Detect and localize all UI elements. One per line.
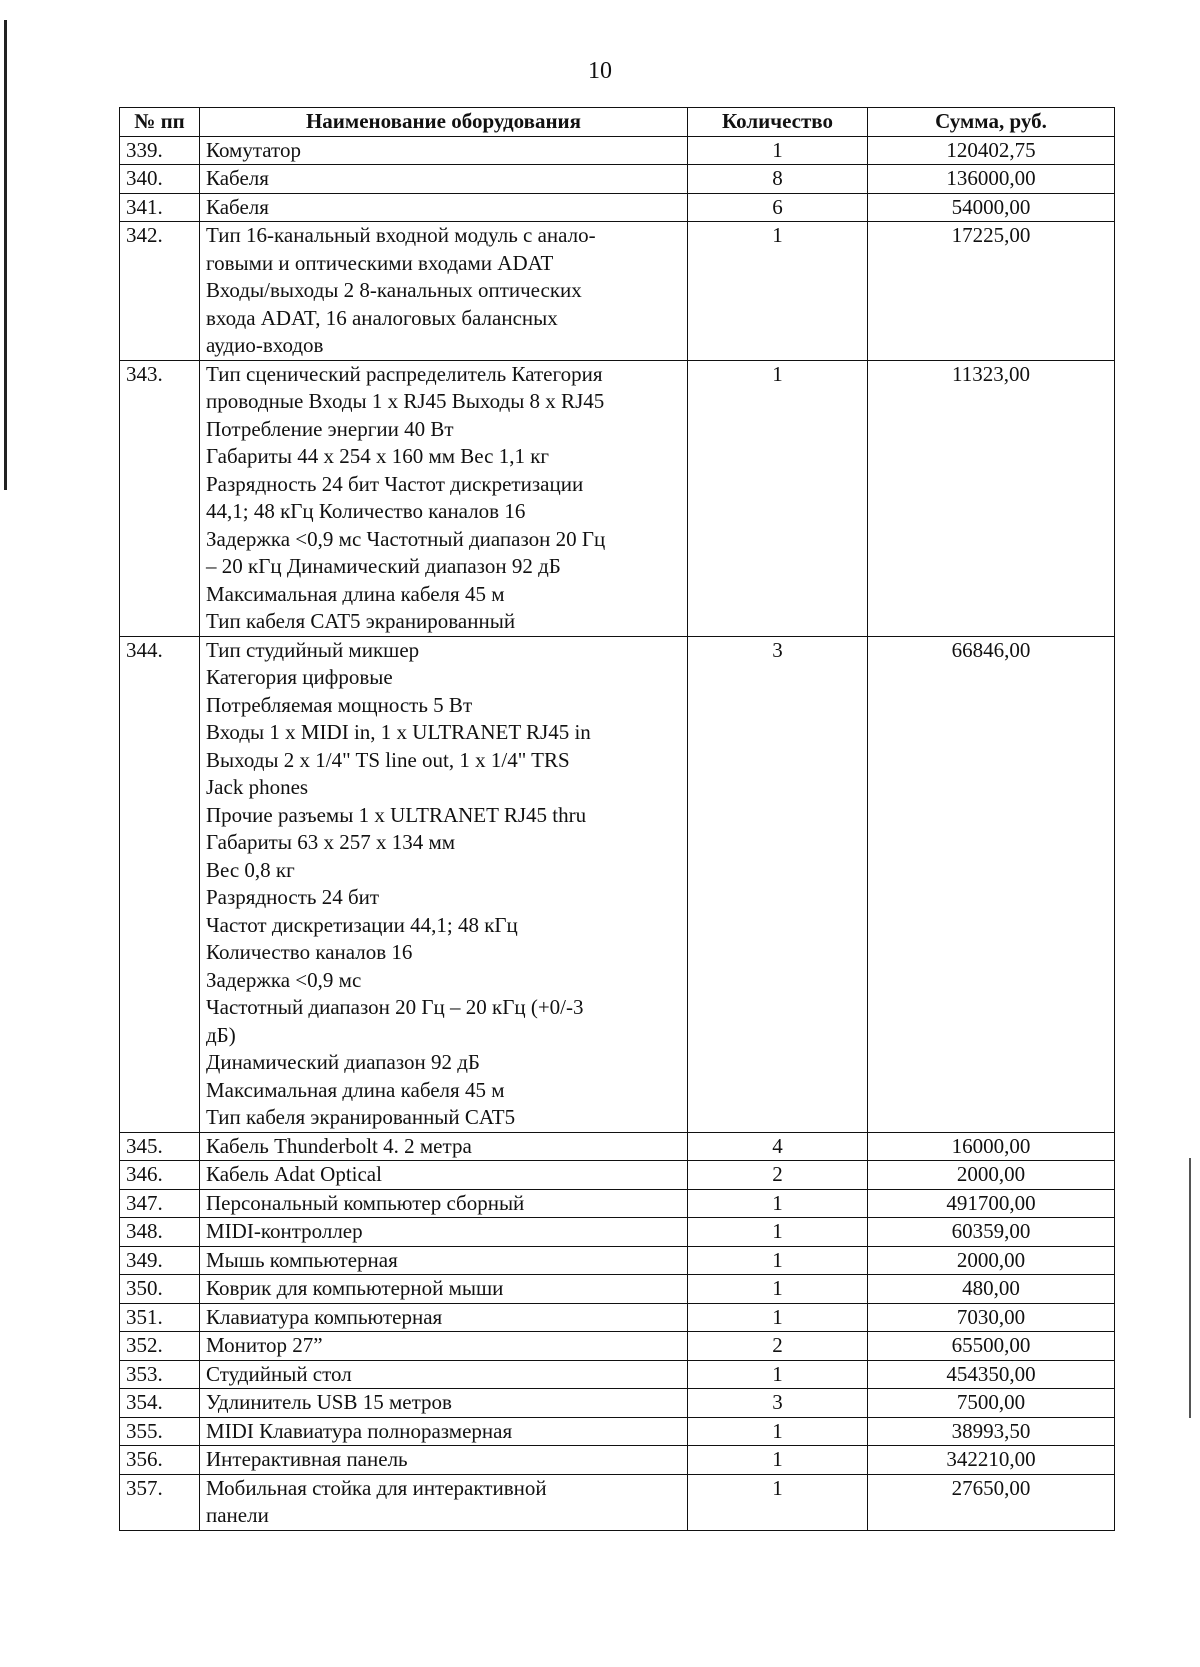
quantity: 1 xyxy=(688,1218,868,1247)
quantity: 2 xyxy=(688,1332,868,1361)
equipment-name xyxy=(200,1132,688,1161)
sum-rub: 54000,00 xyxy=(868,193,1115,222)
quantity: 4 xyxy=(688,1132,868,1161)
equipment-name-line: проводные Входы 1 х RJ45 Выходы 8 х RJ45 xyxy=(206,389,605,413)
equipment-name xyxy=(200,636,688,1132)
table-row xyxy=(120,1417,1115,1446)
quantity: 6 xyxy=(688,193,868,222)
row-number: 340. xyxy=(120,165,200,194)
equipment-name-line: дБ) xyxy=(206,1022,236,1047)
equipment-name xyxy=(200,1417,688,1446)
equipment-name-line: Частот дискретизации 44,1; 48 кГц xyxy=(206,912,518,937)
table-row xyxy=(120,1332,1115,1361)
header-sum: Сумма, руб. xyxy=(868,108,1115,137)
quantity: 1 xyxy=(688,136,868,165)
equipment-name-line: Категория цифровые xyxy=(206,665,393,689)
row-number: 347. xyxy=(120,1189,200,1218)
quantity: 1 xyxy=(688,360,868,636)
sum-rub: 342210,00 xyxy=(868,1446,1115,1475)
scan-edge-right xyxy=(1189,1158,1191,1418)
sum-rub: 60359,00 xyxy=(868,1218,1115,1247)
row-number: 342. xyxy=(120,222,200,361)
header-qty: Количество xyxy=(688,108,868,137)
equipment-name xyxy=(200,1246,688,1275)
row-number: 357. xyxy=(120,1474,200,1530)
scan-edge-left xyxy=(4,20,7,490)
equipment-name xyxy=(200,222,688,361)
row-number: 356. xyxy=(120,1446,200,1475)
equipment-name-line: Разрядность 24 бит Частот дискретизации xyxy=(206,471,584,496)
equipment-name-line: Задержка <0,9 мс Частотный диапазон 20 Гц xyxy=(206,526,606,551)
sum-rub: 480,00 xyxy=(868,1275,1115,1304)
row-number: 352. xyxy=(120,1332,200,1361)
equipment-name xyxy=(200,1360,688,1389)
equipment-name-line: Персональный компьютер сборный xyxy=(206,1190,525,1215)
table-row xyxy=(120,1132,1115,1161)
table-body xyxy=(120,136,1115,1530)
equipment-name-line: Прочие разъемы 1 x ULTRANET RJ45 thru xyxy=(206,802,587,827)
table-row xyxy=(120,165,1115,194)
equipment-name-line: Тип студийный микшер xyxy=(206,637,420,662)
equipment-name xyxy=(200,1189,688,1218)
table-row xyxy=(120,1161,1115,1190)
quantity: 1 xyxy=(688,1275,868,1304)
header-name: Наименование оборудования xyxy=(200,108,688,137)
equipment-name-line: MIDI Клавиатура полноразмерная xyxy=(206,1418,513,1443)
equipment-name-line: Мышь компьютерная xyxy=(206,1247,398,1272)
table-row xyxy=(120,1389,1115,1418)
equipment-name-line: Разрядность 24 бит xyxy=(206,885,380,909)
row-number: 339. xyxy=(120,136,200,165)
quantity: 3 xyxy=(688,636,868,1132)
quantity: 1 xyxy=(688,1189,868,1218)
quantity: 1 xyxy=(688,1246,868,1275)
row-number: 354. xyxy=(120,1389,200,1418)
equipment-name-line: Входы 1 x MIDI in, 1 x ULTRANET RJ45 in xyxy=(206,720,591,744)
sum-rub: 11323,00 xyxy=(868,360,1115,636)
equipment-name-line: аудио-входов xyxy=(206,333,324,357)
quantity: 1 xyxy=(688,1417,868,1446)
equipment-name xyxy=(200,1389,688,1418)
equipment-name-line: Удлинитель USB 15 метров xyxy=(206,1390,452,1414)
row-number: 346. xyxy=(120,1161,200,1190)
sum-rub: 16000,00 xyxy=(868,1132,1115,1161)
header-num: № пп xyxy=(120,108,200,137)
sum-rub: 66846,00 xyxy=(868,636,1115,1132)
page-number: 10 xyxy=(588,58,612,84)
table-row xyxy=(120,360,1115,636)
table-row xyxy=(120,1189,1115,1218)
equipment-name xyxy=(200,360,688,636)
quantity: 1 xyxy=(688,1474,868,1530)
table-row xyxy=(120,1246,1115,1275)
equipment-name-line: Выходы 2 x 1/4" TS line out, 1 x 1/4" TRS xyxy=(206,747,570,772)
sum-rub: 38993,50 xyxy=(868,1417,1115,1446)
equipment-name-line: Задержка <0,9 мс xyxy=(206,967,362,992)
table-row xyxy=(120,1218,1115,1247)
sum-rub: 17225,00 xyxy=(868,222,1115,361)
equipment-name-line: Потребляемая мощность 5 Вт xyxy=(206,692,473,717)
sum-rub: 491700,00 xyxy=(868,1189,1115,1218)
equipment-name-line: Комутатор xyxy=(206,137,301,162)
equipment-name-line: – 20 кГц Динамический диапазон 92 дБ xyxy=(206,554,561,578)
equipment-name-line: Максимальная длина кабеля 45 м xyxy=(206,581,505,606)
equipment-name xyxy=(200,1446,688,1475)
equipment-name-line: Кабель Thunderbolt 4. 2 метра xyxy=(206,1133,472,1158)
table-row xyxy=(120,636,1115,1132)
row-number: 348. xyxy=(120,1218,200,1247)
equipment-name-line: 44,1; 48 кГц Количество каналов 16 xyxy=(206,499,526,523)
equipment-name-line: Интерактивная панель xyxy=(206,1447,408,1471)
equipment-name-line: входа ADAT, 16 аналоговых балансных xyxy=(206,305,558,330)
equipment-name xyxy=(200,1275,688,1304)
equipment-table xyxy=(119,107,1115,1531)
equipment-name-line: Тип сценический распределитель Категория xyxy=(206,361,603,386)
sum-rub: 454350,00 xyxy=(868,1360,1115,1389)
equipment-name-line: Максимальная длина кабеля 45 м xyxy=(206,1077,505,1102)
equipment-name-line: Коврик для компьютерной мыши xyxy=(206,1276,504,1300)
table-header-row xyxy=(120,108,1115,137)
sum-rub: 65500,00 xyxy=(868,1332,1115,1361)
equipment-name-line: Тип 16-канальный входной модуль с анало- xyxy=(206,223,596,247)
equipment-name-line: Потребление энергии 40 Вт xyxy=(206,416,454,441)
row-number: 345. xyxy=(120,1132,200,1161)
equipment-name-line: панели xyxy=(206,1503,269,1527)
sum-rub: 2000,00 xyxy=(868,1161,1115,1190)
quantity: 3 xyxy=(688,1389,868,1418)
table-row xyxy=(120,222,1115,361)
equipment-name-line: Монитор 27” xyxy=(206,1333,323,1357)
equipment-name-line: Количество каналов 16 xyxy=(206,940,413,964)
equipment-name-line: Кабель Adat Optical xyxy=(206,1162,382,1186)
equipment-name xyxy=(200,1474,688,1530)
equipment-name-line: говыми и оптическими входами ADAT xyxy=(206,250,554,275)
sum-rub: 7030,00 xyxy=(868,1303,1115,1332)
equipment-name-line: Студийный стол xyxy=(206,1361,352,1386)
sum-rub: 2000,00 xyxy=(868,1246,1115,1275)
row-number: 353. xyxy=(120,1360,200,1389)
equipment-name-line: Кабеля xyxy=(206,166,269,190)
sum-rub: 120402,75 xyxy=(868,136,1115,165)
equipment-name xyxy=(200,193,688,222)
quantity: 2 xyxy=(688,1161,868,1190)
row-number: 350. xyxy=(120,1275,200,1304)
equipment-name xyxy=(200,136,688,165)
equipment-name-line: Динамический диапазон 92 дБ xyxy=(206,1050,480,1074)
table-row xyxy=(120,1474,1115,1530)
table-row xyxy=(120,193,1115,222)
equipment-name-line: Входы/выходы 2 8-канальных оптических xyxy=(206,278,582,302)
equipment-name-line: Клавиатура компьютерная xyxy=(206,1304,443,1329)
table-row xyxy=(120,1446,1115,1475)
row-number: 355. xyxy=(120,1417,200,1446)
equipment-name-line: Мобильная стойка для интерактивной xyxy=(206,1475,547,1500)
equipment-name xyxy=(200,1332,688,1361)
quantity: 1 xyxy=(688,222,868,361)
row-number: 343. xyxy=(120,360,200,636)
quantity: 1 xyxy=(688,1360,868,1389)
sum-rub: 136000,00 xyxy=(868,165,1115,194)
sum-rub: 7500,00 xyxy=(868,1389,1115,1418)
table-row xyxy=(120,136,1115,165)
equipment-name-line: Габариты 44 х 254 х 160 мм Вес 1,1 кг xyxy=(206,444,550,468)
quantity: 1 xyxy=(688,1303,868,1332)
equipment-name xyxy=(200,165,688,194)
equipment-name-line: MIDI-контроллер xyxy=(206,1219,363,1243)
equipment-name xyxy=(200,1161,688,1190)
quantity: 1 xyxy=(688,1446,868,1475)
row-number: 341. xyxy=(120,193,200,222)
equipment-name-line: Частотный диапазон 20 Гц – 20 кГц (+0/-3 xyxy=(206,995,584,1019)
equipment-name xyxy=(200,1303,688,1332)
table-row xyxy=(120,1275,1115,1304)
equipment-name-line: Jack phones xyxy=(206,775,309,799)
equipment-name-line: Вес 0,8 кг xyxy=(206,857,295,882)
sum-rub: 27650,00 xyxy=(868,1474,1115,1530)
row-number: 349. xyxy=(120,1246,200,1275)
equipment-name-line: Кабеля xyxy=(206,194,269,219)
equipment-name-line: Габариты 63 х 257 х 134 мм xyxy=(206,830,456,854)
row-number: 351. xyxy=(120,1303,200,1332)
quantity: 8 xyxy=(688,165,868,194)
table-row xyxy=(120,1303,1115,1332)
table-row xyxy=(120,1360,1115,1389)
equipment-name-line: Тип кабеля экранированный CAT5 xyxy=(206,1105,516,1129)
row-number: 344. xyxy=(120,636,200,1132)
equipment-name xyxy=(200,1218,688,1247)
equipment-name-line: Тип кабеля CAT5 экранированный xyxy=(206,609,516,633)
